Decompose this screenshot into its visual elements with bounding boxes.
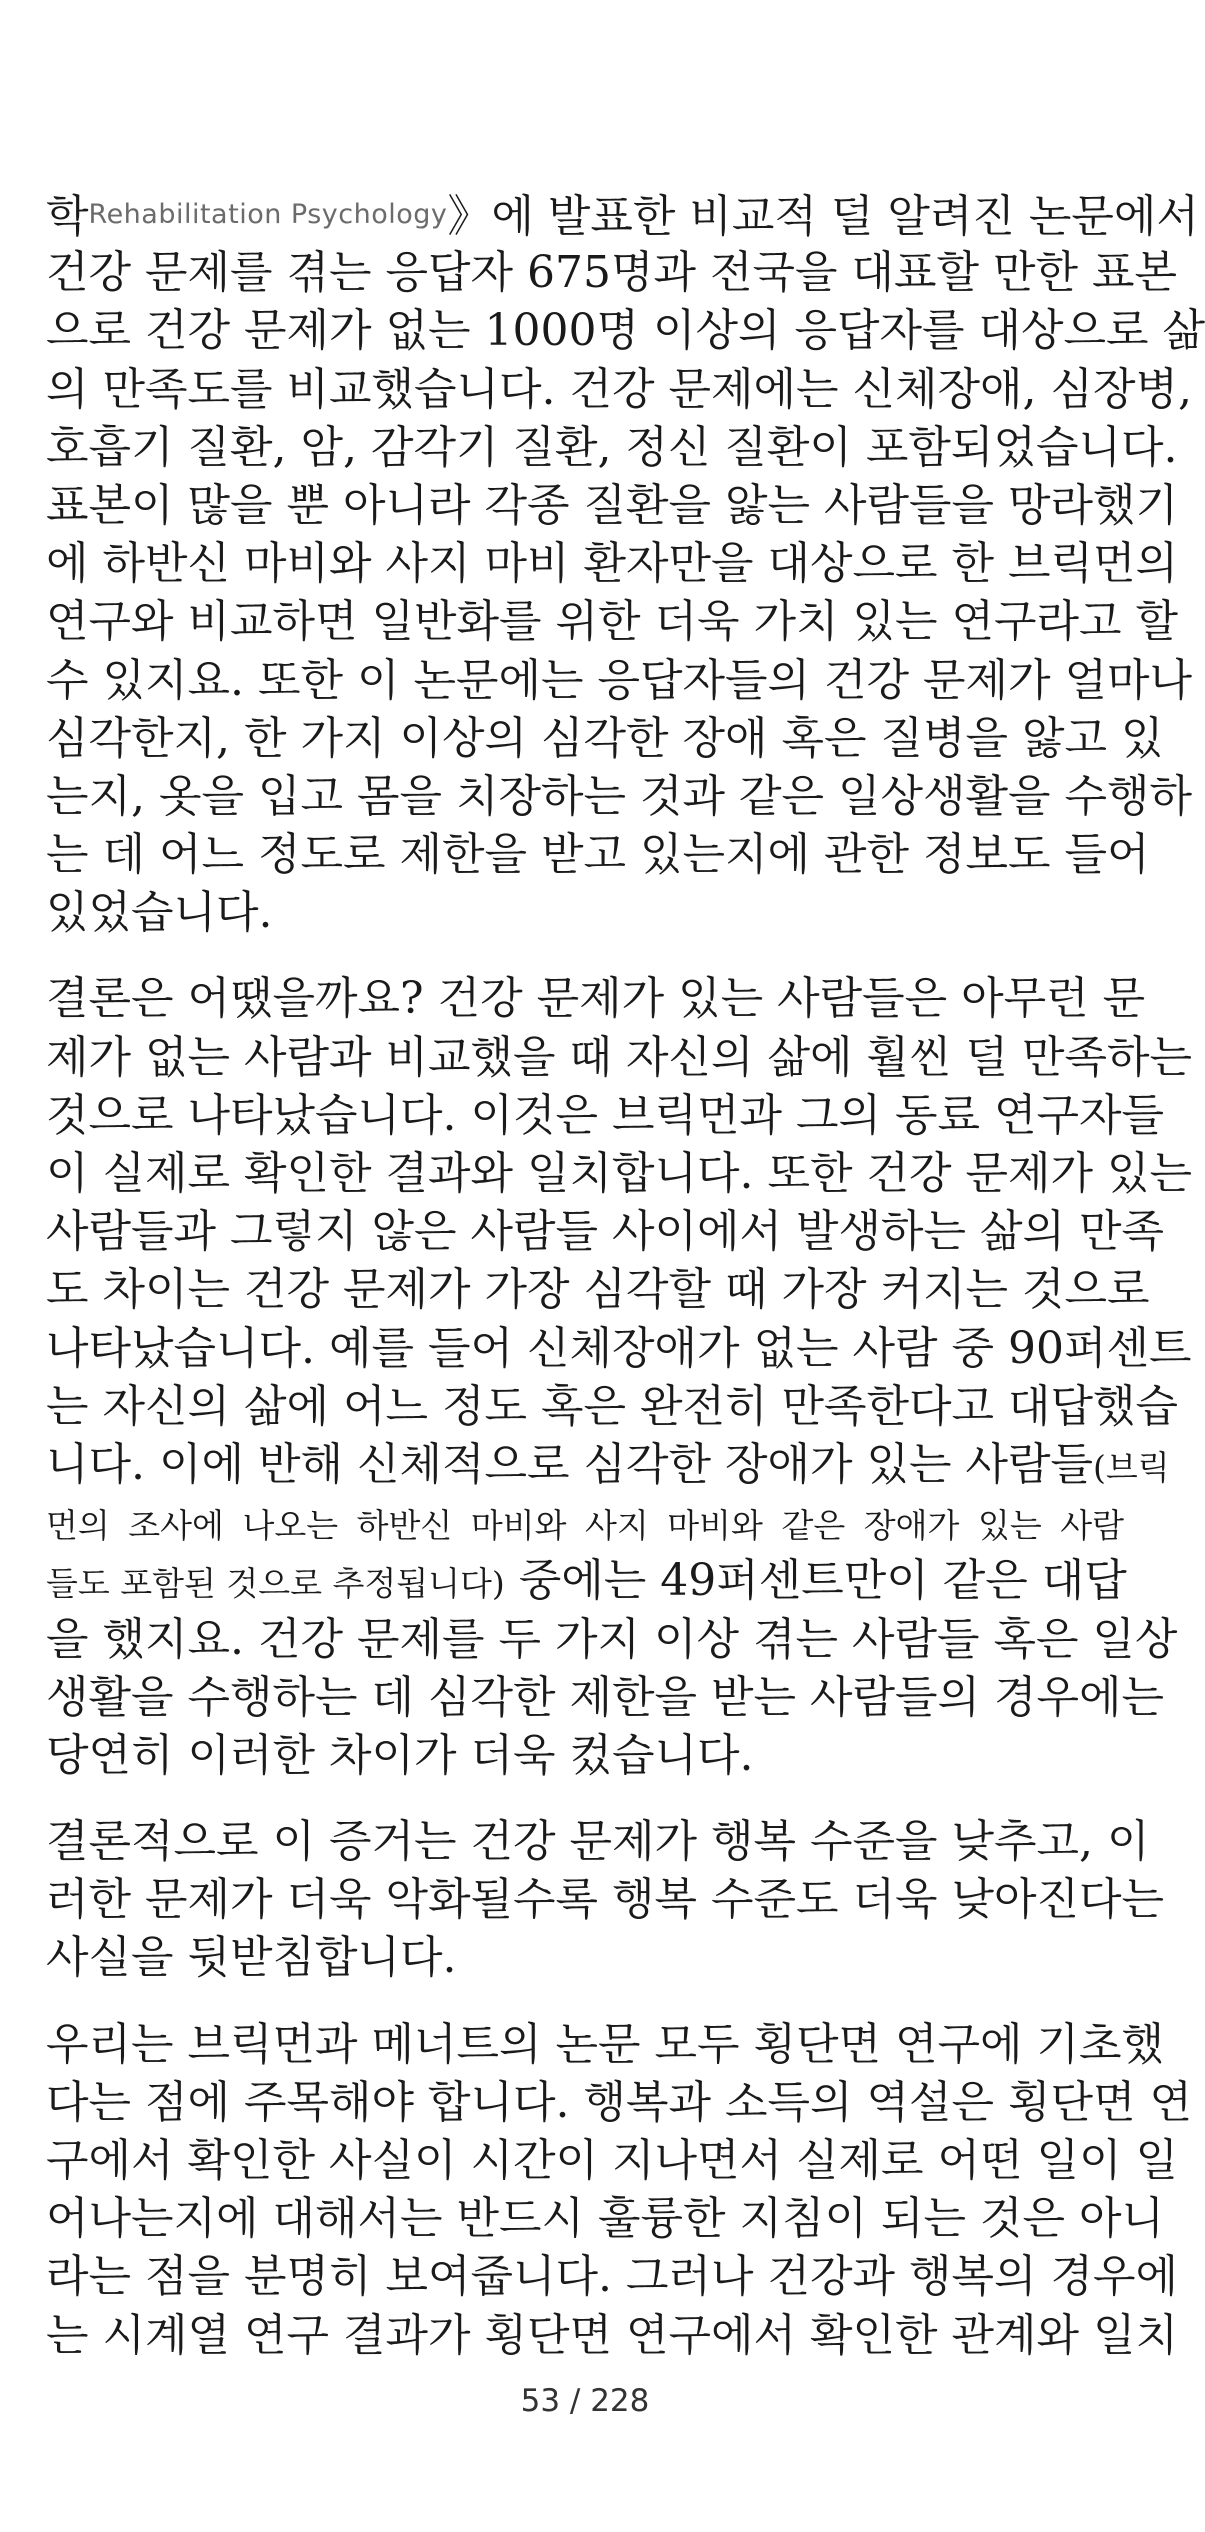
text-line — [46, 1436, 1170, 1494]
text-line: 다는 점에 주목해야 합니다. 행복과 소득의 역설은 횡단면 연 — [46, 2076, 1192, 2128]
text-line: 표본이 많을 뿐 아니라 각종 질환을 앓는 사람들을 망라했기 — [46, 479, 1178, 531]
text-line: 당연히 이러한 차이가 더욱 컸습니다. — [46, 1729, 754, 1781]
journal-name-original: Rehabilitation Psychology — [88, 199, 448, 230]
text-run: 학 — [46, 191, 89, 242]
text-line: 있었습니다. — [46, 887, 273, 939]
text-run: 니다. 이에 반해 신체적으로 심각한 장애가 있는 사람들 — [46, 1438, 1093, 1490]
parenthetical-note: 먼의 조사에 나오는 하반신 마비와 사지 마비와 같은 장애가 있는 사람 — [46, 1506, 1124, 1546]
text-line: 는 데 어느 정도로 제한을 받고 있는지에 관한 정보도 들어 — [46, 829, 1150, 881]
text-line: 으로 건강 문제가 없는 1000명 이상의 응답자를 대상으로 삶 — [46, 305, 1205, 357]
text-line: 연구와 비교하면 일반화를 위한 더욱 가치 있는 연구라고 할 — [46, 596, 1178, 648]
text-line — [46, 186, 1199, 244]
text-line: 호흡기 질환, 암, 감각기 질환, 정신 질환이 포함되었습니다. — [46, 421, 1178, 473]
text-line: 이 실제로 확인한 결과와 일치합니다. 또한 건강 문제가 있는 — [46, 1148, 1192, 1199]
text-line: 수 있지요. 또한 이 논문에는 응답자들의 건강 문제가 얼마나 — [46, 654, 1192, 706]
text-line: 나타났습니다. 예를 들어 신체장애가 없는 사람 중 90퍼센트 — [46, 1322, 1192, 1374]
text-line: 구에서 확인한 사실이 시간이 지나면서 실제로 어떤 일이 일 — [46, 2135, 1178, 2186]
text-line — [46, 1494, 1124, 1552]
text-line: 는 시계열 연구 결과가 횡단면 연구에서 확인한 관계와 일치 — [46, 2309, 1178, 2361]
text-line: 것으로 나타났습니다. 이것은 브릭먼과 그의 동료 연구자들 — [46, 1089, 1164, 1141]
text-line: 우리는 브릭먼과 메너트의 논문 모두 횡단면 연구에 기초했 — [46, 2018, 1164, 2070]
text-line: 라는 점을 분명히 보여줍니다. 그러나 건강과 행복의 경우에 — [46, 2251, 1178, 2303]
text-line: 결론적으로 이 증거는 건강 문제가 행복 수준을 낮추고, 이 — [46, 1816, 1150, 1868]
text-line: 어나는지에 대해서는 반드시 훌륭한 지침이 되는 것은 아니 — [46, 2193, 1164, 2245]
paragraph — [46, 186, 1205, 942]
text-line: 는 자신의 삶에 어느 정도 혹은 완전히 만족한다고 대답했습 — [46, 1380, 1178, 1432]
paragraph — [46, 2016, 1192, 2365]
text-line: 생활을 수행하는 데 심각한 제한을 받는 사람들의 경우에는 — [46, 1671, 1164, 1723]
text-line: 의 만족도를 비교했습니다. 건강 문제에는 신체장애, 심장병, — [46, 363, 1192, 415]
text-line: 도 차이는 건강 문제가 가장 심각할 때 가장 커지는 것으로 — [46, 1264, 1150, 1316]
text-run: 중에는 49퍼센트만이 같은 대답 — [504, 1555, 1127, 1607]
paragraph — [46, 1813, 1164, 1988]
reader-page — [46, 186, 1205, 2393]
page-indicator: 53 / 228 — [520, 2383, 650, 2419]
text-line: 러한 문제가 더욱 악화될수록 행복 수준도 더욱 낮아진다는 — [46, 1874, 1164, 1926]
text-run: 》에 발표한 비교적 덜 알려진 논문에서 — [447, 191, 1199, 242]
text-line: 심각한지, 한 가지 이상의 심각한 장애 혹은 질병을 앓고 있 — [46, 712, 1164, 764]
text-line: 에 하반신 마비와 사지 마비 환자만을 대상으로 한 브릭먼의 — [46, 538, 1178, 590]
parenthetical-note: (브릭 — [1092, 1447, 1170, 1487]
text-line: 사람들과 그렇지 않은 사람들 사이에서 발생하는 삶의 만족 — [46, 1206, 1164, 1258]
text-line: 결론은 어땠을까요? 건강 문제가 있는 사람들은 아무런 문 — [46, 973, 1146, 1025]
text-line: 건강 문제를 겪는 응답자 675명과 전국을 대표할 만한 표본 — [46, 247, 1177, 299]
text-line: 을 했지요. 건강 문제를 두 가지 이상 겪는 사람들 혹은 일상 — [46, 1613, 1178, 1665]
parenthetical-note: 들도 포함된 것으로 추정됩니다) — [46, 1564, 505, 1604]
paragraph — [46, 970, 1192, 1785]
text-line — [46, 1552, 1127, 1610]
text-line: 는지, 옷을 입고 몸을 치장하는 것과 같은 일상생활을 수행하 — [46, 770, 1192, 822]
text-line: 제가 없는 사람과 비교했을 때 자신의 삶에 훨씬 덜 만족하는 — [46, 1031, 1192, 1083]
text-line: 사실을 뒷받침합니다. — [46, 1932, 457, 1984]
